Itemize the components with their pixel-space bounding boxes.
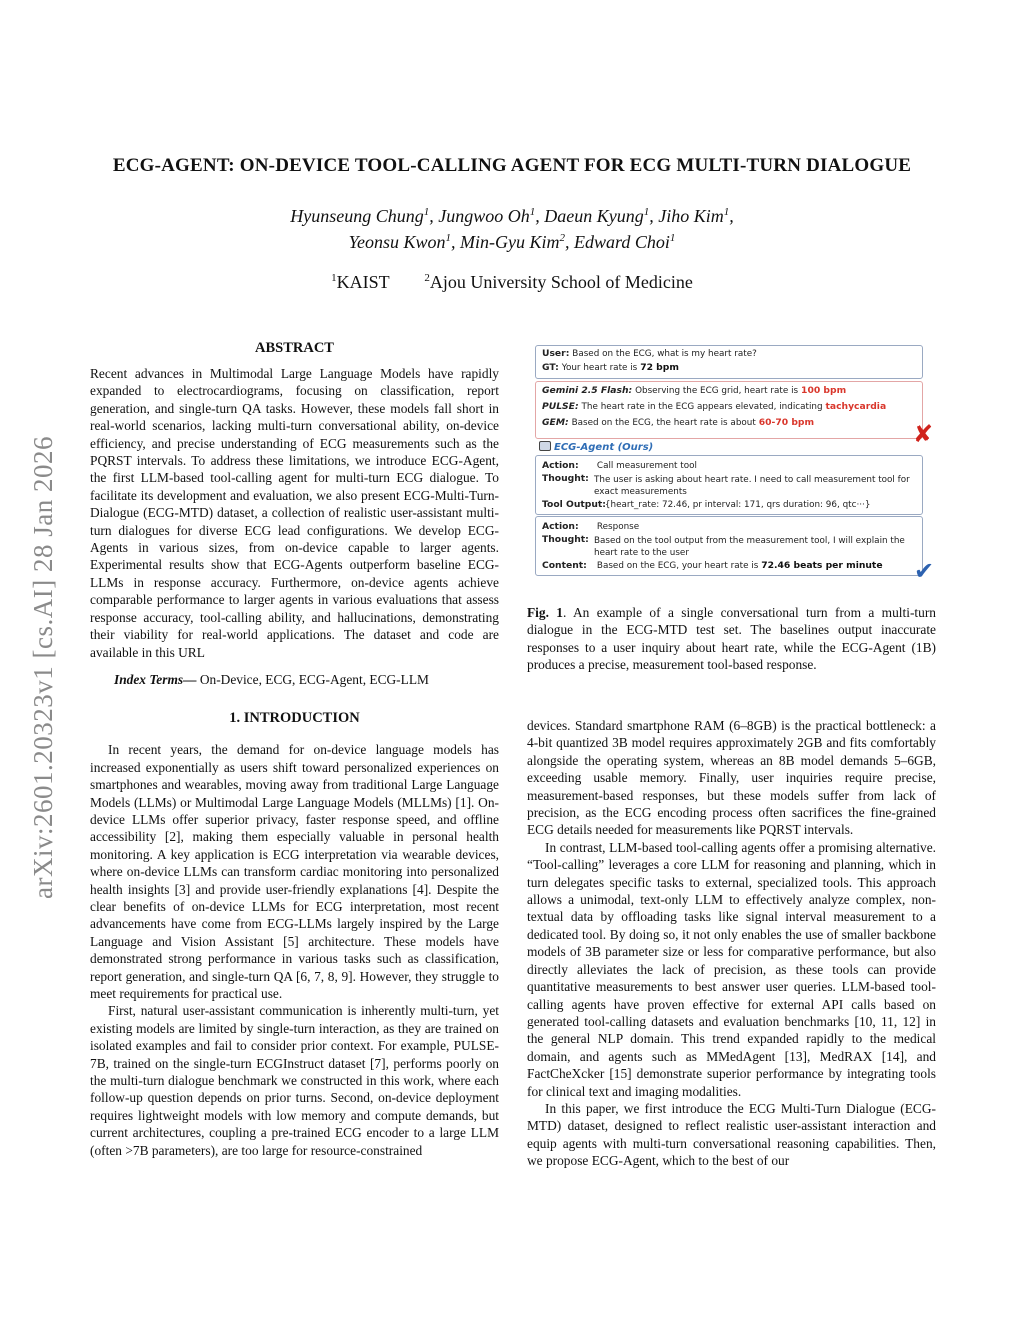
author: Yeonsu Kwon$^1$ [348, 232, 452, 252]
author: Hyunseung Chung$^1$ [290, 206, 430, 226]
caption-text: . An example of a single conversational turn from a multi-turn dialogue in the ECG-MTD test set. The baselines output inaccurate responses to a user inquiry about heart rate, while the ECG-Agent (1B) produces a precise, measurement tool-based response. [527, 605, 936, 673]
agent-title: ECG-Agent (Ours) [539, 441, 653, 453]
action-label: Action: [542, 521, 579, 532]
tool-output-value: {heart_rate: 72.46, pr interval: 171, qrs duration: 96, qtc···} [604, 500, 871, 510]
index-terms [90, 671, 499, 688]
thought-value: Based on the tool output from the measurement tool, I will explain the heart rate to the user [594, 536, 905, 558]
action-value: Response [596, 522, 640, 532]
affiliations [60, 272, 964, 293]
baseline-name: PULSE: [542, 401, 579, 412]
thought-value: The user is asking about heart rate. I need to call measurement tool for exact measurements [594, 475, 910, 497]
caption-label: Fig. 1 [527, 605, 564, 620]
baseline-text: Based on the ECG, the heart rate is about [571, 418, 756, 428]
intro-paragraph: In this paper, we first introduce the ECG Multi-Turn Dialogue (ECG-MTD) dataset, designed to reflect realistic user-assistant interaction and equip agents with multi-turn conversational reasoning capabilities. Then, we propose ECG-Agent, which to the best of our [527, 1100, 936, 1169]
baseline-text: The heart rate in the ECG appears elevated, indicating [581, 402, 823, 412]
intro-paragraph: In recent years, the demand for on-device language models has increased exponentially as users shift toward personalized experiences on smartphones and wearables, moving away from traditional Large Language Models (LLMs) or Multimodal Large Language Models (MLLMs) [1]. On-device LLMs offer superior privacy, faster response speed, and offline accessibility [2], making them especially valuable in personal health monitoring. A key application is ECG interpretation via wearable devices, where on-device LLMs can transform cardiac monitoring into personalized health insights [3] and provide user-friendly explanations [4]. Despite the clear benefits of on-device LLMs for ECG interpretation, most recent advancements have come from ECG-LLMs largely inspired by the Large Language and Vision Assistant [5] architecture. These models have demonstrated strong performance in various tasks such as classification, report generation, and single-turn QA [6, 7, 8, 9]. However, they struggle to meet requirements for practical use. [90, 742, 499, 1001]
left-column [90, 340, 499, 1159]
content-value: Based on the ECG, your heart rate is [596, 561, 759, 571]
gt-text: Your heart rate is [561, 363, 638, 373]
cross-icon: ✘ [913, 420, 934, 448]
check-icon: ✔ [914, 557, 935, 585]
figure-1 [535, 345, 935, 585]
thought-label: Thought: [542, 473, 589, 484]
baseline-highlight: 100 bpm [801, 385, 847, 396]
gt-value: 72 bpm [640, 362, 679, 373]
agent-step-1 [535, 455, 923, 515]
intro-paragraph: devices. Standard smartphone RAM (6–8GB) is the practical bottleneck: a 4-bit quantized 3B model requires approximately 2GB and fits comfortably alongside the operating system, whereas an 8B model demands 5–6GB, exceeding usable memory. Finally, user inquiries require precise, measurement-based responses, but these models suffer from lack of precision, as the ECG encoding process often sacrifices the fine-grained ECG details needed for measurements like PQRST intervals. [527, 718, 936, 838]
action-value: Call measurement tool [596, 461, 697, 471]
thought-label: Thought: [542, 534, 589, 545]
intro-heading: 1. INTRODUCTION [229, 710, 360, 727]
content-highlight: 72.46 beats per minute [761, 560, 883, 571]
user-label: User: [542, 348, 570, 359]
affiliation: $^1$KAIST [331, 272, 390, 292]
tool-output-label: Tool Output: [542, 499, 606, 510]
abstract-text: Recent advances in Multimodal Large Language Models have rapidly expanded to electrocardiograms, focusing on classification, report generation, and single-turn QA tasks. However, these models fall short in real-world scenarios, lacking multi-turn conversational ability, on-device efficiency, and precise understanding of ECG measurements such as the PQRST intervals. To address these limitations, we introduce ECG-Agent, the first LLM-based tool-calling agent for multi-turn ECG dialogue. To facilitate its development and evaluation, we also present ECG-Multi-Turn-Dialogue (ECG-MTD) dataset, a collection of realistic user-assistant multi-turn dialogues for diverse ECG lead configurations. We develop ECG-Agents in various sizes, from on-device capable to larger agents. Experimental results show that ECG-Agents outperform baseline ECG-LLMs in response accuracy. Furthermore, on-device agents achieve comparable performance to larger agents in various evaluations that assess response accuracy, tool-calling ability, and hallucinations, demonstrating their viability for real-world applications. The dataset and code are available in this URL [90, 366, 499, 660]
baseline-highlight: 60-70 bpm [758, 417, 815, 428]
author: Daeun Kyung$^1$ [544, 206, 650, 226]
right-column [527, 717, 936, 1170]
author-list: Hyunseung Chung$^1$, Jungwoo Oh$^1$, Daeun Kyung$^1$, Jiho Kim$^1$, Yeonsu Kwon$^1$, Min-Gyu Kim$^2$, Edward Choi$^1$ [290, 206, 734, 252]
robot-icon [539, 441, 551, 451]
arxiv-stamp [18, 380, 68, 955]
baseline-highlight: tachycardia [825, 401, 887, 412]
index-terms-value: On-Device, ECG, ECG-Agent, ECG-LLM [199, 671, 429, 687]
paper-title: ECG-AGENT: ON-DEVICE TOOL-CALLING AGENT FOR ECG MULTI-TURN DIALOGUE [112, 155, 912, 176]
intro-paragraph: First, natural user-assistant communication is inherently multi-turn, yet existing models are limited by single-turn interaction, as they are trained on isolated examples and fail to consider prior context. For example, PULSE-7B, trained on the single-turn ECGInstruct dataset [7], performs poorly on the multi-turn dialogue benchmark we constructed in this work, where each follow-up question depends on prior turns. Second, on-device deployment requires lightweight models with low memory and compute demands, but current architectures, coupling a pre-trained ECG encoder to a large LLM (often >7B parameters), are too large for resource-constrained [90, 1003, 499, 1158]
affiliation: $^2$Ajou University School of Medicine [424, 272, 693, 292]
agent-step-2 [535, 516, 923, 576]
baseline-responses-box [535, 381, 923, 439]
figure-caption [527, 604, 936, 674]
author: Jiho Kim$^1$ [658, 206, 730, 226]
author: Min-Gyu Kim$^2$ [460, 232, 565, 252]
user-query-box [535, 345, 923, 379]
baseline-name: Gemini 2.5 Flash: [542, 385, 633, 396]
arxiv-id: arXiv:2601.20323v1 [cs.AI] 28 Jan 2026 [27, 436, 58, 899]
abstract-heading: ABSTRACT [255, 340, 334, 356]
baseline-text: Observing the ECG grid, heart rate is [635, 386, 799, 396]
content-label: Content: [542, 560, 587, 571]
intro-paragraph: In contrast, LLM-based tool-calling agents offer a promising alternative. “Tool-calling” leverages a core LLM for reasoning and planning, which in turn delegates specific tasks to external, specialized tools. This approach allows a unimodal, text-only LLM to effectively analyze complex, non-textual data by offloading tasks like signal interval measurement to a dedicated tool. By doing so, it not only enables the use of smaller backbone models of 3B parameter size or less for comparative performance, but also directly alleviates the lack of precision, as these tools can provide quantitative measurements to best answer user queries. LLM-based tool-calling agents have proven effective for external API calls based on generated tool-calling datasets and evaluation benchmarks [10, 11, 12] in the general NLP domain. This trend expanded rapidly to the medical domain, and agents such as MMedAgent [13], MedRAX [14], and FactCheXcker [15] demonstrate superior performance by integrating tools for clinical text and imaging modalities. [527, 839, 936, 1099]
gt-label: GT: [542, 362, 559, 373]
author: Edward Choi$^1$ [574, 232, 676, 252]
index-terms-label: Index Terms— [114, 671, 197, 687]
user-question: Based on the ECG, what is my heart rate? [572, 349, 757, 359]
action-label: Action: [542, 460, 579, 471]
baseline-name: GEM: [542, 417, 569, 428]
author: Jungwoo Oh$^1$ [438, 206, 536, 226]
